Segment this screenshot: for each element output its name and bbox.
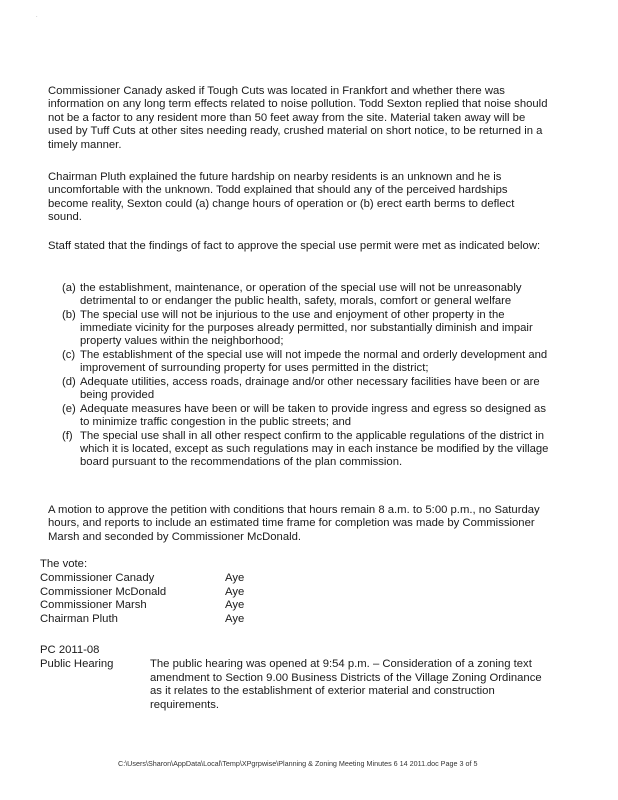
list-item bbox=[62, 376, 554, 402]
list-item-label: (d) bbox=[62, 376, 76, 389]
vote-value: Aye bbox=[225, 571, 245, 584]
list-item bbox=[62, 403, 554, 429]
list-item-label: (c) bbox=[62, 348, 76, 361]
list-item-label: (e) bbox=[62, 403, 76, 416]
list-item bbox=[62, 349, 554, 375]
list-item-text: The establishment of the special use will not impede the normal and orderly development and improvement of surrounding property for uses permitted in the district; bbox=[80, 348, 548, 374]
paragraph-canady-question: Commissioner Canady asked if Tough Cuts was located in Frankfort and whether there was information on any long term effects related to noise pollution. Todd Sexton replied that noise should not be a factor to any resident more than 50 feet away from the site. Material taken away will be used by Tuff Cuts at other sites needing ready, crushed material on short notice, to be returned in a timely manner. bbox=[48, 85, 548, 151]
list-item bbox=[62, 430, 554, 468]
public-hearing-label: Public Hearing bbox=[40, 658, 114, 670]
vote-table bbox=[40, 558, 244, 627]
footer-file-path: C:\Users\Sharon\AppData\Local\Temp\XPgrpwise\Planning & Zoning Meeting Minutes 6 14 2011.doc Page 3 of 5 bbox=[118, 759, 478, 768]
paragraph-staff-findings: Staff stated that the findings of fact to approve the special use permit were met as indicated below: bbox=[48, 240, 541, 252]
voter-name: Chairman Pluth bbox=[40, 613, 118, 626]
scan-mark: · bbox=[36, 14, 38, 20]
vote-row bbox=[40, 572, 244, 586]
paragraph-pluth-hardship: Chairman Pluth explained the future hardship on nearby residents is an unknown and he is uncomfortable with the unknown. Todd explained that should any of the perceived hardships become reality, Sexton could (a) change hours of operation or (b) erect earth berms to deflect sound. bbox=[48, 171, 515, 224]
vote-row bbox=[40, 599, 244, 613]
vote-row bbox=[40, 586, 244, 600]
findings-list bbox=[62, 282, 554, 470]
list-item-text: Adequate measures have been or will be taken to provide ingress and egress so designed as to minimize traffic congestion in the public streets; and bbox=[80, 403, 546, 428]
list-item-text: the establishment, maintenance, or operation of the special use will not be unreasonably detrimental to or endanger the public health, safety, morals, comfort or general welfare bbox=[80, 282, 522, 307]
voter-name: Commissioner Marsh bbox=[40, 599, 147, 612]
list-item-text: The special use will not be injurious to the use and enjoyment of other property in the immediate vicinity for the purposes already permitted, nor substantially diminish and impair property values within the neighborhood; bbox=[80, 309, 533, 347]
vote-heading: The vote: bbox=[40, 558, 88, 570]
vote-value: Aye bbox=[225, 599, 245, 612]
paragraph-motion: A motion to approve the petition with conditions that hours remain 8 a.m. to 5:00 p.m., no Saturday hours, and reports to include an estimated time frame for completion was made by Commissioner Marsh and seconded by Commissioner McDonald. bbox=[48, 504, 540, 543]
list-item-text: The special use shall in all other respect confirm to the applicable regulations of the district in which it is located, except as such regulations may in each instance be modified by the village board pursuant to the recommendations of the plan commission. bbox=[80, 430, 549, 468]
voter-name: Commissioner McDonald bbox=[40, 585, 167, 598]
vote-value: Aye bbox=[225, 585, 245, 598]
list-item-label: (f) bbox=[62, 430, 73, 443]
list-item bbox=[62, 309, 554, 347]
vote-row bbox=[40, 613, 244, 627]
voter-name: Commissioner Canady bbox=[40, 571, 155, 584]
list-item-label: (b) bbox=[62, 309, 76, 322]
list-item-text: Adequate utilities, access roads, drainage and/or other necessary facilities have been or are being provided bbox=[80, 376, 540, 401]
vote-value: Aye bbox=[225, 613, 245, 626]
list-item bbox=[62, 282, 554, 308]
public-hearing-text: The public hearing was opened at 9:54 p.m. – Consideration of a zoning text amendment to Section 9.00 Business Districts of the Village Zoning Ordinance as it relates to the establishment of exterior material and construction requirements. bbox=[150, 658, 542, 711]
list-item-label: (a) bbox=[62, 282, 76, 294]
case-number: PC 2011-08 bbox=[40, 644, 100, 656]
